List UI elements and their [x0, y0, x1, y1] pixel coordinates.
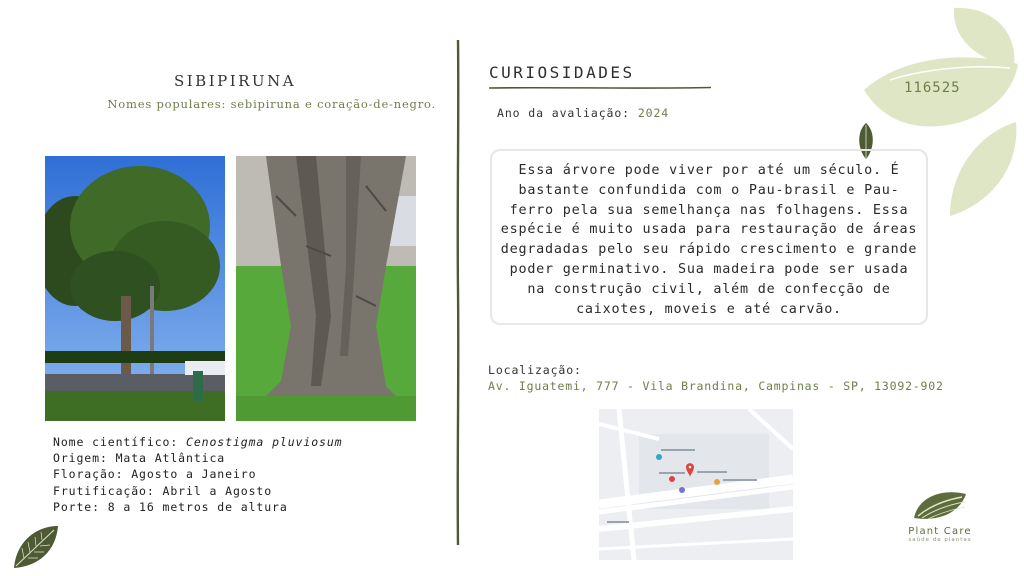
curiosities-heading: CURIOSIDADES [489, 63, 635, 82]
facts-list [53, 434, 343, 515]
species-title: SIBIPIRUNA [173, 72, 297, 90]
popular-names: Nomes populares: sebipiruna e coração-de-negro. [107, 97, 436, 111]
fact-flowering: Floração: Agosto a Janeiro [53, 467, 257, 482]
evaluation-year [497, 106, 669, 120]
fact-origin: Origem: Mata Atlântica [53, 451, 226, 466]
fact-size: Porte: 8 a 16 metros de altura [53, 499, 288, 514]
brand-leaf-logo-icon [910, 488, 970, 522]
leaf-icon [10, 522, 62, 570]
fact-fruiting: Frutificação: Abril a Agosto [53, 483, 273, 498]
scientific-name-label: Nome científico: [53, 435, 187, 449]
location-address[interactable]: Av. Iguatemi, 777 - Vila Brandina, Campinas - SP, 13092-902 [488, 379, 944, 393]
vertical-divider [456, 40, 460, 545]
record-code: 116525 [904, 80, 961, 96]
year-label: Ano da avaliação: [497, 106, 638, 120]
location-map[interactable] [599, 409, 793, 560]
scientific-name-value: Cenostigma pluviosum [186, 435, 343, 449]
tree-photo [45, 156, 225, 421]
trunk-photo [236, 156, 416, 421]
location-label: Localização: [488, 363, 582, 377]
brand-name: Plant Care [908, 526, 972, 537]
curiosities-text: Essa árvore pode viver por até um século. É bastante confundida com o Pau-brasil e Pau-ferro pela sua semelhança nas folhagens. Essa espécie é muito usada para restauração de áreas degradadas pelo seu rápido crescimento e grande poder germinativo. Sua madeira pode ser usada na construção civil, além de confecção de caixotes, moveis e até carvão. [500, 163, 918, 317]
heading-underline [489, 86, 711, 90]
leaf-icon [946, 118, 1022, 220]
brand-logo [902, 488, 978, 543]
fact-scientific-name [53, 434, 343, 450]
year-value: 2024 [637, 106, 670, 120]
curiosities-card [490, 149, 928, 325]
brand-tagline: saúde de plantas [908, 537, 972, 543]
